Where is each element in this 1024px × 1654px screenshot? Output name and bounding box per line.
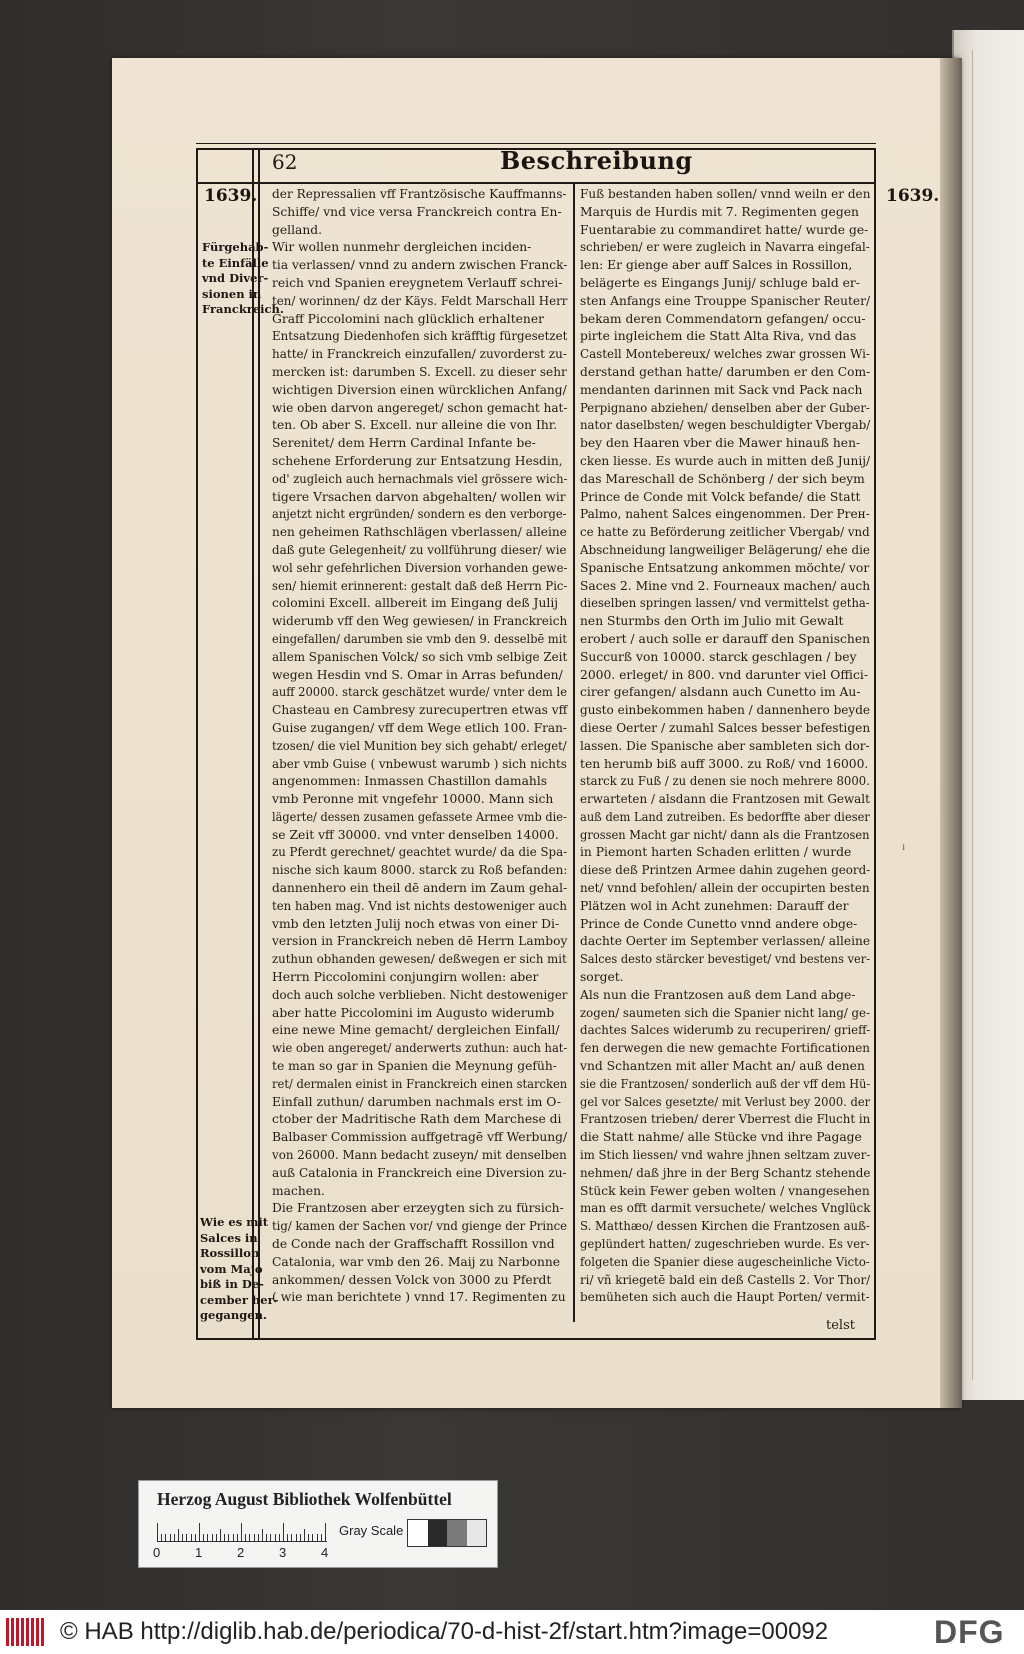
text-line: Fuentarabie zu commandiret hatte/ wurde ge- <box>580 222 869 237</box>
ruler-tick <box>233 1534 234 1541</box>
text-line: Rossillon <box>200 1246 260 1260</box>
text-line: Die Frantzosen aber erzeygten sich zu fürsich- <box>272 1201 564 1216</box>
gray-scale-label: Gray Scale <box>339 1523 404 1538</box>
text-line: len: Er gienge aber auff Salces in Rossillon, <box>580 258 853 273</box>
text-line: Guise zugangen/ vff dem Wege etlich 100. Fran- <box>272 720 568 735</box>
library-color-card <box>138 1480 498 1568</box>
text-line: aber vmb Guise ( vnbewust warumb ) sich nichts <box>272 756 567 771</box>
text-line: dieselben springen lassen/ vnd vermittelst getha- <box>580 596 870 611</box>
text-line: zuthun obhanden gewesen/ deßwegen er sich mit <box>272 952 567 967</box>
text-line: wie oben angereget/ anderwerts zuthun: auch hat- <box>272 1041 568 1056</box>
text-line: derstand gethan hatte/ darumben er den Com- <box>580 364 871 379</box>
ruler-tick <box>287 1534 288 1541</box>
ruler-tick <box>249 1534 250 1541</box>
text-line: bekam deren Commendatorn gefangen/ occu- <box>580 311 866 326</box>
text-line: anjetzt nicht ergründen/ sondern es den verborge- <box>272 507 567 522</box>
text-line: Chasteau en Cambresy zurecupertren etwas vff <box>272 703 568 718</box>
text-line: belägerte es Eingangs Junij/ schluge bald er- <box>580 275 860 290</box>
text-line: bemüheten sich auch die Haupt Porten/ vermit- <box>580 1290 870 1305</box>
right-margin-rule <box>874 148 876 1340</box>
ruler-tick <box>199 1523 200 1541</box>
text-line: nen geheimen Rathschlägen vberlassen/ alleine <box>272 525 567 540</box>
ruler-tick <box>291 1534 292 1541</box>
ruler-tick <box>182 1534 183 1541</box>
text-line: Balbaser Commission auffgetragē vff Werbung/ <box>272 1130 568 1145</box>
text-line: Entsatzung Diedenhofen sich kräfftig fürgesetzet <box>272 329 568 344</box>
scale-number: 4 <box>321 1545 329 1560</box>
text-line: Castell Montebereux/ welches zwar grossen Wi- <box>580 347 870 362</box>
footer-url[interactable]: © HAB http://diglib.hab.de/periodica/70-d-hist-2f/start.htm?image=00092 <box>60 1618 829 1645</box>
text-line: de Conde nach der Graffschafft Rossillon vnd <box>272 1237 555 1252</box>
text-line: cken liesse. Es wurde auch in mitten deß Junij/ <box>580 453 871 468</box>
ruler-tick <box>207 1534 208 1541</box>
ruler-tick <box>300 1534 301 1541</box>
year-right: 1639. <box>886 186 940 206</box>
text-line: erwarteten / alsdann die Frantzosen mit Gewalt <box>580 792 870 807</box>
year-left: 1639. <box>204 186 258 206</box>
swatch-black <box>428 1520 448 1546</box>
ruler-tick <box>304 1529 305 1541</box>
text-line: auß dem Land zutreiben. Es bedorffte aber dieser <box>580 809 870 824</box>
text-line: Als nun die Frantzosen auß dem Land abge- <box>580 987 856 1002</box>
ruler-tick <box>191 1534 192 1541</box>
text-line: cember her- <box>200 1292 279 1307</box>
text-line: nen Sturmbs den Orth im Julio mit Gewalt <box>580 614 844 629</box>
text-line: bey den Haaren vber die Mawer hinauß hen- <box>580 436 861 451</box>
text-line: ankommen/ dessen Volck von 3000 zu Pferdt <box>272 1272 552 1287</box>
ruler-tick <box>174 1534 175 1541</box>
text-line: hatte/ in Franckreich einzufallen/ zuvorderst zu- <box>272 347 567 362</box>
text-line: lassen. Die Spanische aber sambleten sich dor- <box>580 738 870 753</box>
running-title: Beschreibung <box>500 146 693 175</box>
text-line: auff 20000. starck geschätzet wurde/ vnter dem le <box>272 685 568 700</box>
text-line: zu Pferdt gerechnet/ geachtet wurde/ da die Spa- <box>272 845 568 860</box>
text-line: Frantzosen trieben/ derer Vberrest die Flucht in <box>580 1112 871 1127</box>
text-line: grossen Macht gar nicht/ dann als die Frantzosen <box>580 827 870 842</box>
text-line: dachtes Salces widerumb zu recuperiren/ grieff- <box>580 1023 871 1038</box>
text-line: von 26000. Mann bedacht zuseyn/ mit denselben <box>272 1148 567 1163</box>
ruler-tick <box>317 1534 318 1541</box>
text-line: vom Majo <box>200 1261 263 1276</box>
ruler-tick <box>325 1523 326 1541</box>
text-line: Wie es mit <box>200 1215 269 1229</box>
text-line: nische sich kaum 8000. starck zu Roß befanden: <box>272 863 568 878</box>
ruler-tick <box>165 1534 166 1541</box>
column-divider <box>573 182 575 1322</box>
adjacent-page <box>952 30 1024 1400</box>
text-line: Graff Piccolomini nach glücklich erhaltener <box>272 311 544 326</box>
text-line: nator daselbsten/ wegen beschuldigter Vbergab/ <box>580 418 871 433</box>
text-line: pirte ingleichem die Statt Alta Riva, vnd das <box>580 329 857 344</box>
ruler-tick <box>321 1534 322 1541</box>
swatch-gray <box>447 1520 467 1546</box>
text-line: Prince de Conde Cunetto vnnd andere obge- <box>580 916 858 931</box>
text-line: Salces in <box>200 1230 258 1245</box>
text-line: vnd Diver- <box>202 271 269 285</box>
ruler-tick <box>312 1534 313 1541</box>
hab-logo-icon <box>6 1618 46 1646</box>
ruler-tick <box>195 1534 196 1541</box>
ruler-tick <box>241 1523 242 1541</box>
text-line: gusto einbekommen haben / dannenhero beyde <box>580 703 871 718</box>
text-line: nehmen/ daß jhre in der Berg Schantz stehende <box>580 1165 871 1180</box>
text-line: tia verlassen/ vnnd zu andern zwischen Franck- <box>272 258 568 273</box>
right-text-column <box>580 186 870 1307</box>
ruler-tick <box>170 1534 171 1541</box>
text-line: zogen/ saumeten sich die Spanier nicht lang/ ge- <box>580 1005 870 1020</box>
ruler-tick <box>161 1534 162 1541</box>
text-line: ri/ vñ kriegetē bald ein deß Castells 2. Vor Thor/ <box>580 1272 871 1287</box>
ruler-tick <box>308 1534 309 1541</box>
text-line: ret/ dermalen einist in Franckreich einen starcken <box>272 1076 568 1091</box>
text-line: im Stich liessen/ vnd wahre jhnen seltzam zuver- <box>580 1148 871 1163</box>
text-line: Spanische Entsatzung ankommen möchte/ vor <box>580 560 870 575</box>
text-line: wegen Hesdin vnd S. Omar in Arras befunden/ <box>272 667 563 682</box>
ruler-tick <box>262 1529 263 1541</box>
ruler-tick <box>258 1534 259 1541</box>
ruler-tick <box>254 1534 255 1541</box>
gray-scale-swatches <box>407 1519 487 1547</box>
text-line: ( wie man berichtete ) vnnd 17. Regimenten zu <box>272 1290 566 1305</box>
text-line: dannenhero ein theil dē andern im Zaum gehal- <box>272 881 568 896</box>
text-line: Prince de Conde mit Volck befande/ die Statt <box>580 489 861 504</box>
text-line: ten. Ob aber S. Excell. nur alleine die von Ihr. <box>272 418 558 433</box>
text-line: cirer gefangen/ alsdann auch Cunetto im Au- <box>580 685 861 700</box>
text-line: Herrn Piccolomini conjungirn wollen: aber <box>272 970 539 985</box>
text-line: lägerte/ dessen zusamen gefassete Armee vmb die- <box>272 809 567 824</box>
text-line: diese Oerter / zumahl Salces besser befestigen <box>580 720 871 735</box>
scale-ruler <box>157 1521 327 1542</box>
text-line: Palmo, nahent Salces eingenommen. Der Prен- <box>580 507 870 522</box>
text-line: sten Anfangs eine Trouppe Spanischer Reuter/ <box>580 293 871 308</box>
text-line: version in Franckreich neben dē Herrn Lamboy <box>272 934 568 949</box>
text-line: Catalonia, war vmb den 26. Maij zu Narbonne <box>272 1254 561 1269</box>
header-rule <box>196 182 876 184</box>
text-line: gel vor Salces gesetzte/ mit Verlust bey 2000. der <box>580 1094 871 1109</box>
text-line: Perpignano abziehen/ denselben aber der Guber- <box>580 400 870 415</box>
text-line: schrieben/ er were zugleich in Navarra eingefal- <box>580 240 870 255</box>
text-line: Serenitet/ dem Herrn Cardinal Infante be- <box>272 436 536 451</box>
text-line: vmb den letzten Julij noch etwas von einer Di- <box>272 916 560 931</box>
text-line: auß Catalonia in Franckreich eine Diversion zu- <box>272 1165 567 1180</box>
ruler-tick <box>228 1534 229 1541</box>
text-line: S. Matthæo/ dessen Kirchen die Frantzosen auß- <box>580 1219 870 1234</box>
text-line: der Repressalien vff Frantzösische Kauffmanns- <box>272 187 567 201</box>
text-line: ten haben mag. Vnd ist nichts destoweniger auch <box>272 898 567 913</box>
ruler-tick <box>186 1534 187 1541</box>
text-line: schehene Erforderung zur Entsatzung Hesdin, <box>272 453 563 468</box>
text-line: Fürgehab- <box>202 240 269 254</box>
text-line: Succurß von 10000. starck geschlagen / bey <box>580 649 857 664</box>
ruler-tick <box>203 1534 204 1541</box>
pencil-mark: ı <box>902 842 906 853</box>
ruler-tick <box>224 1534 225 1541</box>
text-line: tzosen/ die viel Munition bey sich gehabt/ erleget/ <box>272 738 567 753</box>
text-line: geplündert hatten/ zugeschrieben wurde. Es ver- <box>580 1237 870 1252</box>
ruler-tick <box>216 1534 217 1541</box>
text-line: Marquis de Hurdis mit 7. Regimenten gegen <box>580 204 859 219</box>
text-line: se Zeit vff 30000. vnd vnter denselben 14000. <box>272 827 559 842</box>
text-line: gegangen. <box>200 1308 267 1322</box>
text-line: starck zu Fuß / zu denen sie noch mehrere 8000. <box>580 774 870 789</box>
ruler-tick <box>178 1529 179 1541</box>
text-line: 2000. erleget/ in 800. vnd darunter viel Offici- <box>580 667 868 682</box>
text-line: te Einfälle <box>202 255 269 270</box>
ruler-tick <box>237 1534 238 1541</box>
text-line: od' zugleich auch hernachmals viel grössere wich- <box>272 471 568 486</box>
text-line: Fuß bestanden haben sollen/ vnnd weiln er den <box>580 187 871 201</box>
text-line: gelland. <box>272 222 323 237</box>
text-line: Wir wollen nunmehr dergleichen inciden- <box>272 240 532 255</box>
scale-number: 3 <box>279 1545 287 1560</box>
text-line: tigere Vrsachen darvon abgehalten/ wollen wir <box>272 489 566 504</box>
text-line: die Statt nahme/ alle Stücke vnd ihre Pagage <box>580 1130 862 1145</box>
text-line: ctober der Madritische Rath dem Marchese di <box>272 1112 562 1127</box>
text-line: Stück kein Fewer geben wolten / vnangesehen <box>580 1183 870 1198</box>
page-number: 62 <box>272 150 298 174</box>
text-line: biß in De- <box>200 1277 264 1291</box>
text-line: mendanten darinnen mit Sack vnd Pack nach <box>580 382 863 397</box>
text-line: fen derwegen die new gemachte Fortificationen <box>580 1041 870 1056</box>
scale-number: 0 <box>153 1545 161 1560</box>
page-spine-shadow <box>940 58 962 1408</box>
ruler-tick <box>245 1534 246 1541</box>
text-line: wol sehr gefehrlichen Diversion vorhanden gewe- <box>272 560 568 575</box>
scale-number: 1 <box>195 1545 203 1560</box>
text-line: Einfall zuthun/ darumben nachmals erst im O- <box>272 1094 561 1109</box>
text-line: Salces desto stärcker bevestiget/ vnd bestens ver- <box>580 952 871 967</box>
text-line: Saces 2. Mine vnd 2. Fourneaux machen/ auch <box>580 578 871 593</box>
text-line: widerumb vff den Weg gewiesen/ in Franckreich <box>272 614 568 629</box>
text-line: aber hatte Piccolomini im Augusto widerumb <box>272 1005 555 1020</box>
text-line: reich vnd Spanien ereygnetem Verlauff schrei- <box>272 275 563 290</box>
text-line: tig/ kamen der Sachen vor/ vnd gienge der Prince <box>272 1219 568 1234</box>
text-line: das Mareschall de Schönberg / der sich beym <box>580 471 865 486</box>
text-line: sorget. <box>580 970 624 985</box>
left-margin-rule-inner <box>258 148 260 1340</box>
ruler-tick <box>275 1534 276 1541</box>
text-line: angenommen: Inmassen Chastillon damahls <box>272 774 548 789</box>
text-line: vmb Peronne mit vngefehr 10000. Mann sich <box>272 792 554 807</box>
text-line: vnd Schantzen mit aller Macht an/ auß denen <box>580 1059 865 1074</box>
ruler-tick <box>157 1523 158 1541</box>
text-line: daß gute Gelegenheit/ zu vollführung dieser/ wie <box>272 542 567 557</box>
text-line: machen. <box>272 1183 325 1198</box>
left-margin-rule <box>252 148 254 1340</box>
text-line: eingefallen/ darumben sie vmb den 9. desselbē mit <box>272 631 567 646</box>
text-line: in Piemont harten Schaden erlitten / wurde <box>580 845 852 860</box>
left-text-column <box>272 186 567 1307</box>
text-line: man es offt darmit versuchete/ welches Vnglück <box>580 1201 871 1216</box>
text-line: sionen in <box>202 286 262 301</box>
text-line: sen/ hiemit erinnerent: gestalt daß deß Herrn Pic- <box>272 578 568 593</box>
footer-bar <box>0 1610 1024 1654</box>
ruler-tick <box>296 1534 297 1541</box>
text-line: Plätzen wol in Acht zunehmen: Darauff der <box>580 898 849 913</box>
text-line: Schiffe/ vnd vice versa Franckreich contra En- <box>272 204 562 219</box>
text-line: mercken ist: darumben S. Excell. zu dieser sehr <box>272 364 567 379</box>
text-line: allem Spanischen Volck/ so sich vmb selbige Zeit <box>272 649 568 664</box>
text-line: te man so gar in Spanien die Meynung gefüh- <box>272 1059 557 1074</box>
text-line: dachte Oerter im September verlassen/ alleine <box>580 934 871 949</box>
text-line: eine newe Mine gemacht/ dergleichen Einfall/ <box>272 1023 560 1038</box>
swatch-white <box>408 1520 428 1546</box>
ruler-tick <box>283 1523 284 1541</box>
text-line: ten herumb biß auff 3000. zu Roß/ vnd 16000. <box>580 756 869 771</box>
text-line: wie oben darvon angereget/ schon gemacht hat- <box>272 400 568 415</box>
ruler-tick <box>212 1534 213 1541</box>
ruler-tick <box>270 1534 271 1541</box>
text-line: wichtigen Diversion einen würcklichen Anfang/ <box>272 382 567 397</box>
top-rule <box>196 143 876 144</box>
library-name: Herzog August Bibliothek Wolfenbüttel <box>157 1489 452 1509</box>
dfg-logo: DFG <box>934 1614 1005 1650</box>
text-line: net/ vnnd befohlen/ allein der occupirten besten <box>580 881 870 896</box>
text-line: Franckreich. <box>202 302 284 316</box>
text-line: ten/ worinnen/ dz der Käys. Feldt Marschall Herr <box>272 293 568 308</box>
ruler-tick <box>220 1529 221 1541</box>
text-line: folgeten die Spanier diese augescheinliche Victo- <box>580 1254 870 1269</box>
text-line: doch auch solche verblieben. Nicht destoweniger <box>272 987 568 1002</box>
ruler-tick <box>266 1534 267 1541</box>
text-line: ce hatte zu Beförderung zeitlicher Vbergab/ vnd <box>580 525 870 540</box>
text-line: colomini Excell. allbereit im Eingang deß Julij <box>272 596 559 611</box>
text-line: sie die Frantzosen/ sonderlich auß der vff dem Hü- <box>580 1076 871 1091</box>
catchword: telst <box>826 1318 855 1333</box>
ruler-tick <box>279 1534 280 1541</box>
text-line: erobert / auch solle er darauff den Spanischen <box>580 631 871 646</box>
swatch-light <box>467 1520 487 1546</box>
text-line: diese deß Printzen Armee dahin zugehen geord- <box>580 863 871 878</box>
scale-number: 2 <box>237 1545 245 1560</box>
margin-note-salces <box>200 1215 278 1324</box>
text-line: Abschneidung langweiliger Belägerung/ ehe die <box>580 542 870 557</box>
